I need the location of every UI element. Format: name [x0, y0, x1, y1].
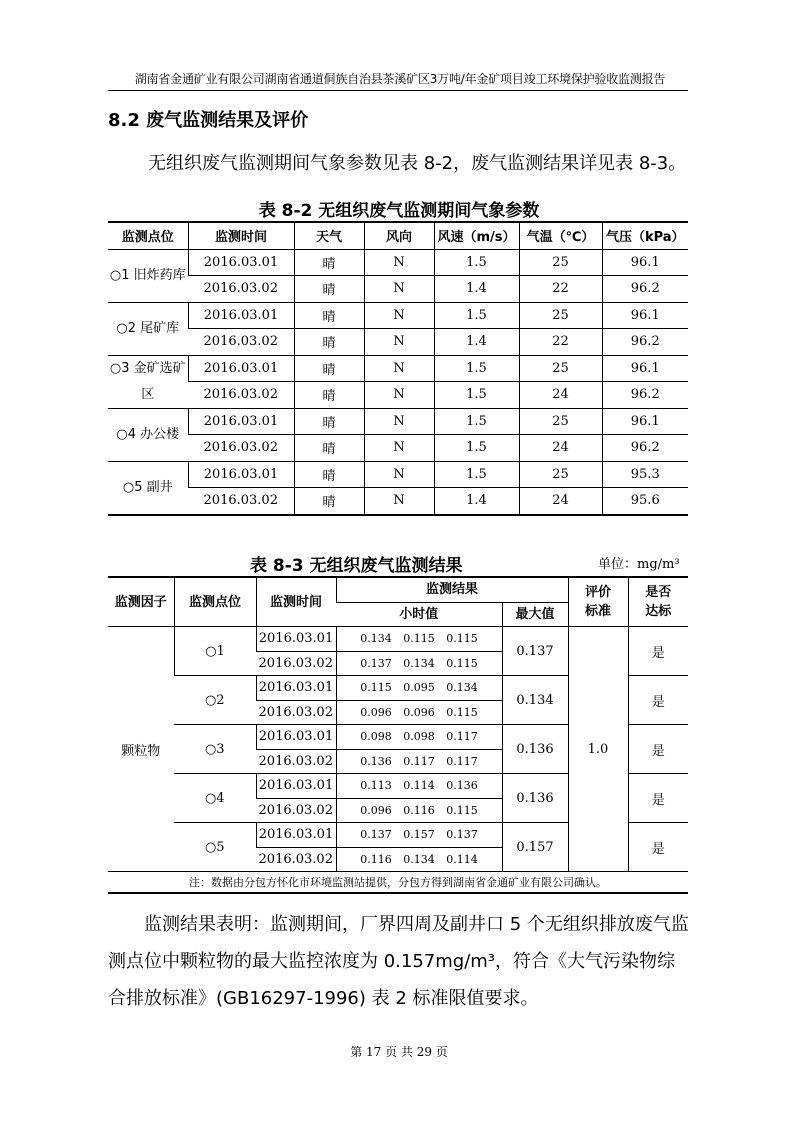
- max-cell: 0.134: [502, 676, 568, 725]
- site-cell: ○4: [174, 774, 256, 823]
- wind-speed-cell: 1.5: [434, 408, 519, 435]
- wind-dir-cell: N: [364, 435, 434, 462]
- date-cell: 2016.03.02: [188, 329, 294, 356]
- col-wind-speed: 风速（m/s）: [434, 222, 519, 249]
- pressure-cell: 96.2: [602, 382, 688, 409]
- wind-speed-cell: 1.4: [434, 329, 519, 356]
- weather-cell: 晴: [294, 408, 364, 435]
- col-standard: 评价标准: [568, 577, 628, 627]
- date-cell: 2016.03.01: [188, 302, 294, 329]
- weather-cell: 晴: [294, 302, 364, 329]
- table2-unit: 单位：mg/m³: [598, 557, 680, 572]
- table1-caption: 表 8-2 无组织废气监测期间气象参数: [258, 201, 540, 221]
- wind-speed-cell: 1.4: [434, 488, 519, 515]
- date-cell: 2016.03.01: [188, 355, 294, 382]
- wind-speed-cell: 1.5: [434, 461, 519, 488]
- date-cell: 2016.03.01: [256, 676, 336, 701]
- wind-dir-cell: N: [364, 461, 434, 488]
- compliance-cell: 是: [628, 676, 688, 725]
- table-row: [108, 329, 688, 356]
- table-row: [108, 627, 688, 652]
- note-row: [108, 872, 688, 894]
- site-name-cell: ○4 办公楼: [108, 408, 188, 461]
- date-cell: 2016.03.01: [256, 725, 336, 750]
- compliance-cell: 是: [628, 725, 688, 774]
- results-table: [108, 576, 688, 894]
- hourly-values-cell: 0.096 0.116 0.115: [336, 798, 502, 823]
- table-header-row: [108, 222, 688, 249]
- pressure-cell: 96.2: [602, 329, 688, 356]
- date-cell: 2016.03.01: [256, 823, 336, 848]
- col-site: 监测点位: [174, 577, 256, 627]
- hourly-values-cell: 0.116 0.134 0.114: [336, 847, 502, 872]
- max-cell: 0.157: [502, 823, 568, 872]
- compliance-cell: 是: [628, 627, 688, 676]
- weather-cell: 晴: [294, 382, 364, 409]
- date-cell: 2016.03.01: [188, 249, 294, 276]
- temp-cell: 24: [519, 488, 602, 515]
- date-cell: 2016.03.02: [188, 276, 294, 303]
- col-hourly: 小时值: [336, 602, 502, 627]
- section-title: 8.2 废气监测结果及评价: [108, 110, 309, 131]
- compliance-cell: 是: [628, 823, 688, 872]
- hourly-values-cell: 0.134 0.115 0.115: [336, 627, 502, 652]
- table-row: [108, 249, 688, 276]
- site-name-cell: ○3 金矿选矿区: [108, 355, 188, 408]
- temp-cell: 22: [519, 276, 602, 303]
- wind-dir-cell: N: [364, 276, 434, 303]
- temp-cell: 24: [519, 382, 602, 409]
- table-row: [108, 355, 688, 382]
- col-time: 监测时间: [188, 222, 294, 249]
- weather-cell: 晴: [294, 249, 364, 276]
- col-wind-dir: 风向: [364, 222, 434, 249]
- site-name-cell: ○2 尾矿库: [108, 302, 188, 355]
- wind-dir-cell: N: [364, 488, 434, 515]
- pressure-cell: 96.1: [602, 302, 688, 329]
- wind-speed-cell: 1.5: [434, 249, 519, 276]
- col-max: 最大值: [502, 602, 568, 627]
- weather-table: [108, 221, 688, 516]
- standard-cell: 1.0: [568, 627, 628, 872]
- table-row: [108, 276, 688, 303]
- table-row: [108, 461, 688, 488]
- wind-speed-cell: 1.5: [434, 302, 519, 329]
- weather-cell: 晴: [294, 329, 364, 356]
- date-cell: 2016.03.01: [256, 627, 336, 652]
- intro-paragraph: 无组织废气监测期间气象参数见表 8-2，废气监测结果详见表 8-3。: [148, 153, 687, 174]
- col-time: 监测时间: [256, 577, 336, 627]
- pressure-cell: 96.1: [602, 408, 688, 435]
- temp-cell: 24: [519, 435, 602, 462]
- pressure-cell: 96.2: [602, 435, 688, 462]
- date-cell: 2016.03.02: [256, 651, 336, 676]
- conclusion-text: 监测结果表明：监测期间，厂界四周及副井口 5 个无组织排放废气监测点位中颗粒物的最大监控浓度为 0.157mg/m³，符合《大气污染物综合排放标准》(GB16297-1996) 表 2 标准限值要求。: [108, 914, 689, 1009]
- wind-speed-cell: 1.5: [434, 382, 519, 409]
- table-row: [108, 382, 688, 409]
- hourly-values-cell: 0.137 0.157 0.137: [336, 823, 502, 848]
- site-cell: ○3: [174, 725, 256, 774]
- hourly-values-cell: 0.113 0.114 0.136: [336, 774, 502, 799]
- wind-dir-cell: N: [364, 355, 434, 382]
- wind-speed-cell: 1.5: [434, 435, 519, 462]
- pressure-cell: 95.6: [602, 488, 688, 515]
- wind-dir-cell: N: [364, 249, 434, 276]
- pressure-cell: 96.1: [602, 249, 688, 276]
- table-row: [108, 435, 688, 462]
- hourly-values-cell: 0.115 0.095 0.134: [336, 676, 502, 701]
- temp-cell: 25: [519, 461, 602, 488]
- hourly-values-cell: 0.098 0.098 0.117: [336, 725, 502, 750]
- wind-speed-cell: 1.4: [434, 276, 519, 303]
- col-factor: 监测因子: [108, 577, 174, 627]
- date-cell: 2016.03.02: [188, 435, 294, 462]
- factor-cell: 颗粒物: [108, 627, 174, 872]
- col-temp: 气温（℃）: [519, 222, 602, 249]
- site-cell: ○5: [174, 823, 256, 872]
- max-cell: 0.137: [502, 627, 568, 676]
- date-cell: 2016.03.02: [188, 488, 294, 515]
- hourly-values-cell: 0.137 0.134 0.115: [336, 651, 502, 676]
- weather-cell: 晴: [294, 276, 364, 303]
- table-note: 注：数据由分包方怀化市环境监测站提供，分包方得到湖南省金通矿业有限公司确认。: [108, 872, 688, 894]
- temp-cell: 25: [519, 249, 602, 276]
- conclusion-paragraph: [108, 906, 690, 1017]
- table-row: [108, 302, 688, 329]
- temp-cell: 25: [519, 408, 602, 435]
- date-cell: 2016.03.02: [256, 847, 336, 872]
- site-cell: ○1: [174, 627, 256, 676]
- date-cell: 2016.03.02: [256, 700, 336, 725]
- weather-cell: 晴: [294, 355, 364, 382]
- col-weather: 天气: [294, 222, 364, 249]
- wind-dir-cell: N: [364, 329, 434, 356]
- wind-dir-cell: N: [364, 382, 434, 409]
- col-result: 监测结果: [336, 577, 568, 602]
- site-cell: ○2: [174, 676, 256, 725]
- hourly-values-cell: 0.136 0.117 0.117: [336, 749, 502, 774]
- compliance-cell: 是: [628, 774, 688, 823]
- weather-cell: 晴: [294, 435, 364, 462]
- pressure-cell: 96.1: [602, 355, 688, 382]
- wind-dir-cell: N: [364, 302, 434, 329]
- page-header: 湖南省金通矿业有限公司湖南省通道侗族自治县茶溪矿区3万吨/年金矿项目竣工环境保护验收监测报告: [134, 72, 666, 86]
- date-cell: 2016.03.01: [188, 461, 294, 488]
- col-pressure: 气压（kPa）: [602, 222, 688, 249]
- col-site: 监测点位: [108, 222, 188, 249]
- max-cell: 0.136: [502, 725, 568, 774]
- date-cell: 2016.03.01: [256, 774, 336, 799]
- wind-dir-cell: N: [364, 408, 434, 435]
- weather-cell: 晴: [294, 488, 364, 515]
- wind-speed-cell: 1.5: [434, 355, 519, 382]
- date-cell: 2016.03.02: [256, 798, 336, 823]
- temp-cell: 25: [519, 355, 602, 382]
- date-cell: 2016.03.02: [256, 749, 336, 774]
- page-footer: 第 17 页 共 29 页: [350, 1045, 448, 1059]
- temp-cell: 22: [519, 329, 602, 356]
- temp-cell: 25: [519, 302, 602, 329]
- site-name-cell: ○1 旧炸药库: [108, 249, 188, 302]
- date-cell: 2016.03.02: [188, 382, 294, 409]
- col-compliance: 是否达标: [628, 577, 688, 627]
- table-header-row: [108, 577, 688, 602]
- hourly-values-cell: 0.096 0.096 0.115: [336, 700, 502, 725]
- pressure-cell: 95.3: [602, 461, 688, 488]
- table-row: [108, 488, 688, 515]
- table-row: [108, 408, 688, 435]
- weather-cell: 晴: [294, 461, 364, 488]
- max-cell: 0.136: [502, 774, 568, 823]
- table2-caption: 表 8-3 无组织废气监测结果: [250, 556, 463, 576]
- date-cell: 2016.03.01: [188, 408, 294, 435]
- site-name-cell: ○5 副井: [108, 461, 188, 515]
- pressure-cell: 96.2: [602, 276, 688, 303]
- header-rule: [108, 90, 688, 91]
